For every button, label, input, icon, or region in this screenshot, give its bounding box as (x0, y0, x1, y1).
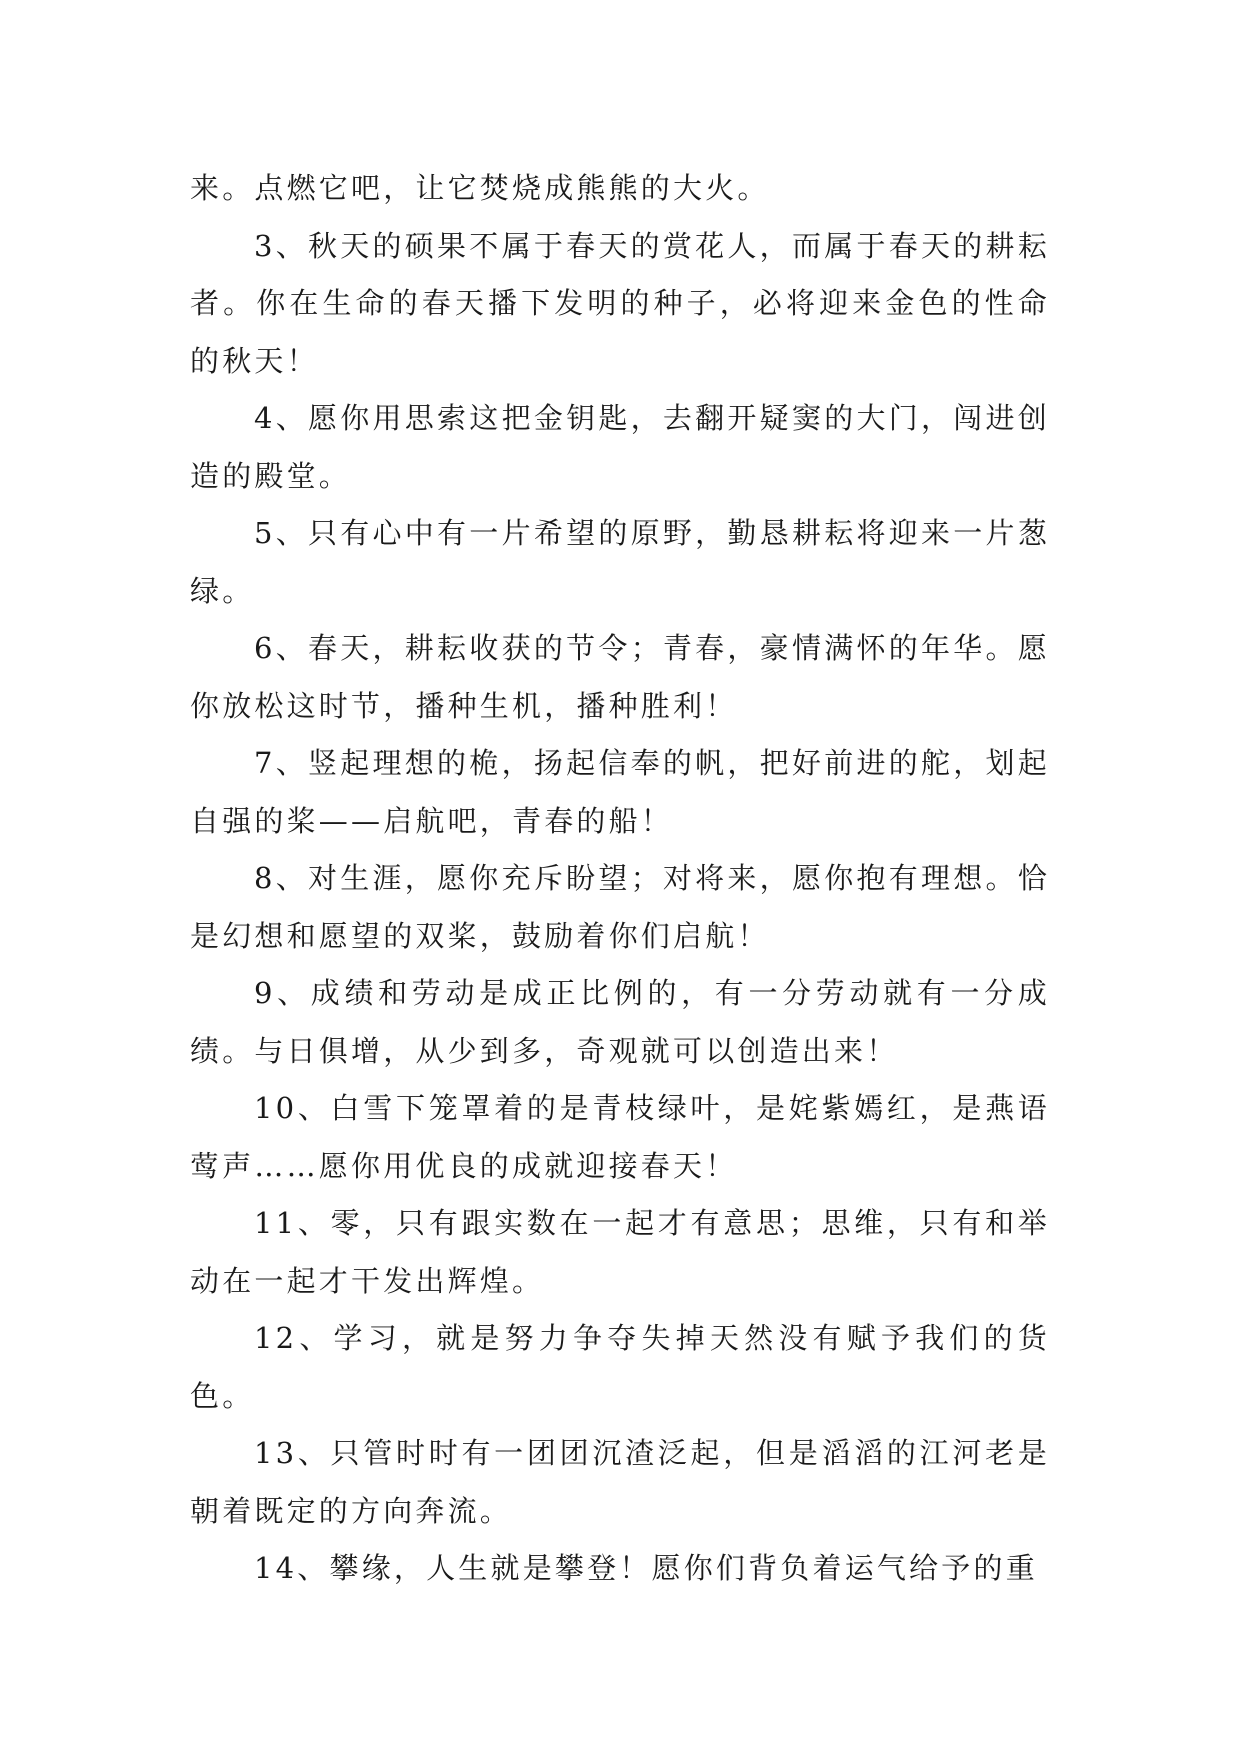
paragraph: 12、学习，就是努力争夺失掉天然没有赋予我们的货色。 (190, 1321, 1050, 1413)
paragraph: 10、白雪下笼罩着的是青枝绿叶，是姹紫嫣红，是燕语莺声……愿你用优良的成就迎接春天！ (190, 1091, 1050, 1183)
paragraph: 6、春天，耕耘收获的节令；青春，豪情满怀的年华。愿你放松这时节，播种生机，播种胜利！ (190, 631, 1050, 723)
paragraph: 13、只管时时有一团团沉渣泛起，但是滔滔的江河老是朝着既定的方向奔流。 (190, 1436, 1050, 1528)
paragraph: 11、零，只有跟实数在一起才有意思；思维，只有和举动在一起才干发出辉煌。 (190, 1206, 1050, 1298)
paragraph: 14、攀缘，人生就是攀登！愿你们背负着运气给予的重 (254, 1551, 1038, 1585)
paragraph: 5、只有心中有一片希望的原野，勤恳耕耘将迎来一片葱绿。 (190, 516, 1050, 608)
paragraph: 4、愿你用思索这把金钥匙，去翻开疑窦的大门，闯进创造的殿堂。 (190, 401, 1050, 493)
paragraph: 8、对生涯，愿你充斥盼望；对将来，愿你抱有理想。恰是幻想和愿望的双桨，鼓励着你们启航！ (190, 861, 1050, 953)
document-body (190, 160, 1050, 1598)
paragraph: 3、秋天的硕果不属于春天的赏花人，而属于春天的耕耘者。你在生命的春天播下发明的种子，必将迎来金色的性命的秋天！ (190, 228, 1050, 378)
paragraph: 9、成绩和劳动是成正比例的，有一分劳动就有一分成绩。与日俱增，从少到多，奇观就可以创造出来！ (190, 976, 1050, 1068)
paragraph: 7、竖起理想的桅，扬起信奉的帆，把好前进的舵，划起自强的桨——启航吧，青春的船！ (190, 746, 1050, 838)
paragraph: 来。点燃它吧，让它焚烧成熊熊的大火。 (190, 171, 770, 205)
